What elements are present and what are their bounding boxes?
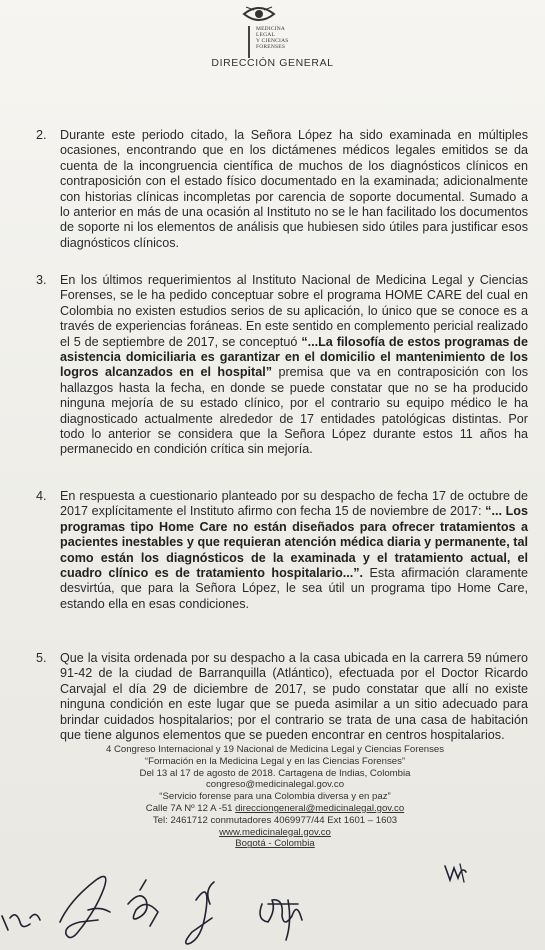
footer-phones: Tel: 2461712 conmutadores 4069977/44 Ext 1601 – 1603 <box>152 814 398 826</box>
logo-text: MEDICINA LEGAL Y CIENCIAS FORENSES <box>256 26 289 50</box>
paragraph-number: 2. <box>36 128 47 142</box>
paragraph-text <box>60 489 528 612</box>
footer-congress-dates: Del 13 al 17 de agosto de 2018. Cartagena de Indias, Colombia <box>139 767 411 779</box>
numbered-paragraph <box>36 489 528 612</box>
paragraph-number: 4. <box>36 489 47 503</box>
numbered-paragraph <box>36 128 528 251</box>
footer-congress-email: congreso@medicinalegal.gov.co <box>205 779 345 791</box>
header-title: DIRECCIÓN GENERAL <box>211 57 334 69</box>
footer-email-link[interactable]: direcciongeneral@medicinalegal.gov.co <box>235 802 405 814</box>
footer-congress-line: 4 Congreso Internacional y 19 Nacional de Medicina Legal y Ciencias Forenses <box>105 744 445 755</box>
institute-logo <box>242 4 290 60</box>
paragraph-text: Durante este periodo citado, la Señora López ha sido examinada en múltiples ocasiones, encontrando que en los dictámenes médicos legales emitidos se da cuenta de la incongruencia científica de muchos de los diagnósticos clínicos en contraposición con el estado físico documentado en la examinada; adicionalmente con historias clínicas incompletas por carencia de soporte documental. Sumado a lo anterior en más de una ocasión al Instituto no se le han facilitado los documentos de soporte ni los elementos de análisis que hubiesen sido útiles para justificar esos diagnósticos clínicos. <box>60 128 528 250</box>
paragraph-text-part: En los últimos requerimientos al Instituto Nacional de Medicina Legal y Ciencias Forenses, se le ha pedido conceptuar sobre el programa HOME CARE del cual en Colombia no existen estudios serios de su aplicación, lo único que se conoce es a través de experiencias foráneas. En este sentido en complemento pericial realizado el 5 de septiembre de 2017, se conceptuó <box>60 273 528 349</box>
quoted-bold-text: “... Los programas tipo Home Care no están diseñados para ofrecer tratamientos a pacientes inestables y que requieran atención médica diaria y permanente, tal como están los diagnósticos de la examinada y el tratamiento actual, el cuadro clínico es de tratamiento hospitalario...”. <box>60 504 528 581</box>
numbered-paragraph <box>36 651 528 743</box>
paragraph-text-part: Esta afirmación claramente desvirtúa, que para la Señora López, le sea útil un programa tipo Home Care, estando ella en esas condiciones. <box>60 566 528 611</box>
footer <box>60 744 490 850</box>
handwritten-signatures <box>0 860 545 950</box>
numbered-paragraph <box>36 273 528 458</box>
logo-divider <box>248 26 254 58</box>
quoted-bold-text: “...La filosofía de estos programas de asistencia domiciliaria es garantizar en el domicilio el mantenimiento de los logros alcanzados en el hospital” <box>60 334 528 380</box>
paragraph-text <box>60 273 528 458</box>
paragraph-number: 5. <box>36 651 47 665</box>
footer-website-link[interactable]: www.medicinalegal.gov.co <box>219 826 331 838</box>
footer-slogan: “Servicio forense para una Colombia diversa y en paz” <box>159 791 391 803</box>
paragraph-text: Que la visita ordenada por su despacho a la casa ubicada en la carrera 59 número 91-42 de la ciudad de Barranquilla (Atlántico), efectuada por el Doctor Ricardo Carvajal el día 29 de diciembre de 2017, se pudo constatar que allí no existe ninguna condición en este lugar que se pueda asimilar a un sitio adecuado para brindar cuidados hospitalarios; por el contrario se trata de una casa de habitación que tiene algunos elementos que se pueden encontrar en centros hospitalarios. <box>60 651 528 743</box>
footer-congress-motto: “Formación en la Medicina Legal y en las Ciencias Forenses” <box>144 755 406 767</box>
paragraph-text-part: premisa que va en contraposición con los hallazgos hasta la fecha, en donde se puede constatar que no se ha producido ninguna mejoría de su estado clínico, por el contrario su equipo médico le ha diagnosticado actualmente alrededor de 17 entidades patológicas distintas. Por todo lo anterior se considera que la Señora López durante estos 11 años ha permanecido en condición crítica sin mejoría. <box>60 365 528 457</box>
paragraph-number: 3. <box>36 273 47 287</box>
footer-city: Bogotá - Colombia <box>235 838 315 850</box>
paragraph-text-part: En respuesta a cuestionario planteado por su despacho de fecha 17 de octubre de 2017 explícitamente el Instituto afirmo con fecha 15 de noviembre de 2017: <box>60 489 528 519</box>
footer-address: Calle 7A Nº 12 A -51 direcciongeneral@medicinalegal.gov.co <box>145 802 405 814</box>
eye-logo-icon <box>242 4 276 24</box>
